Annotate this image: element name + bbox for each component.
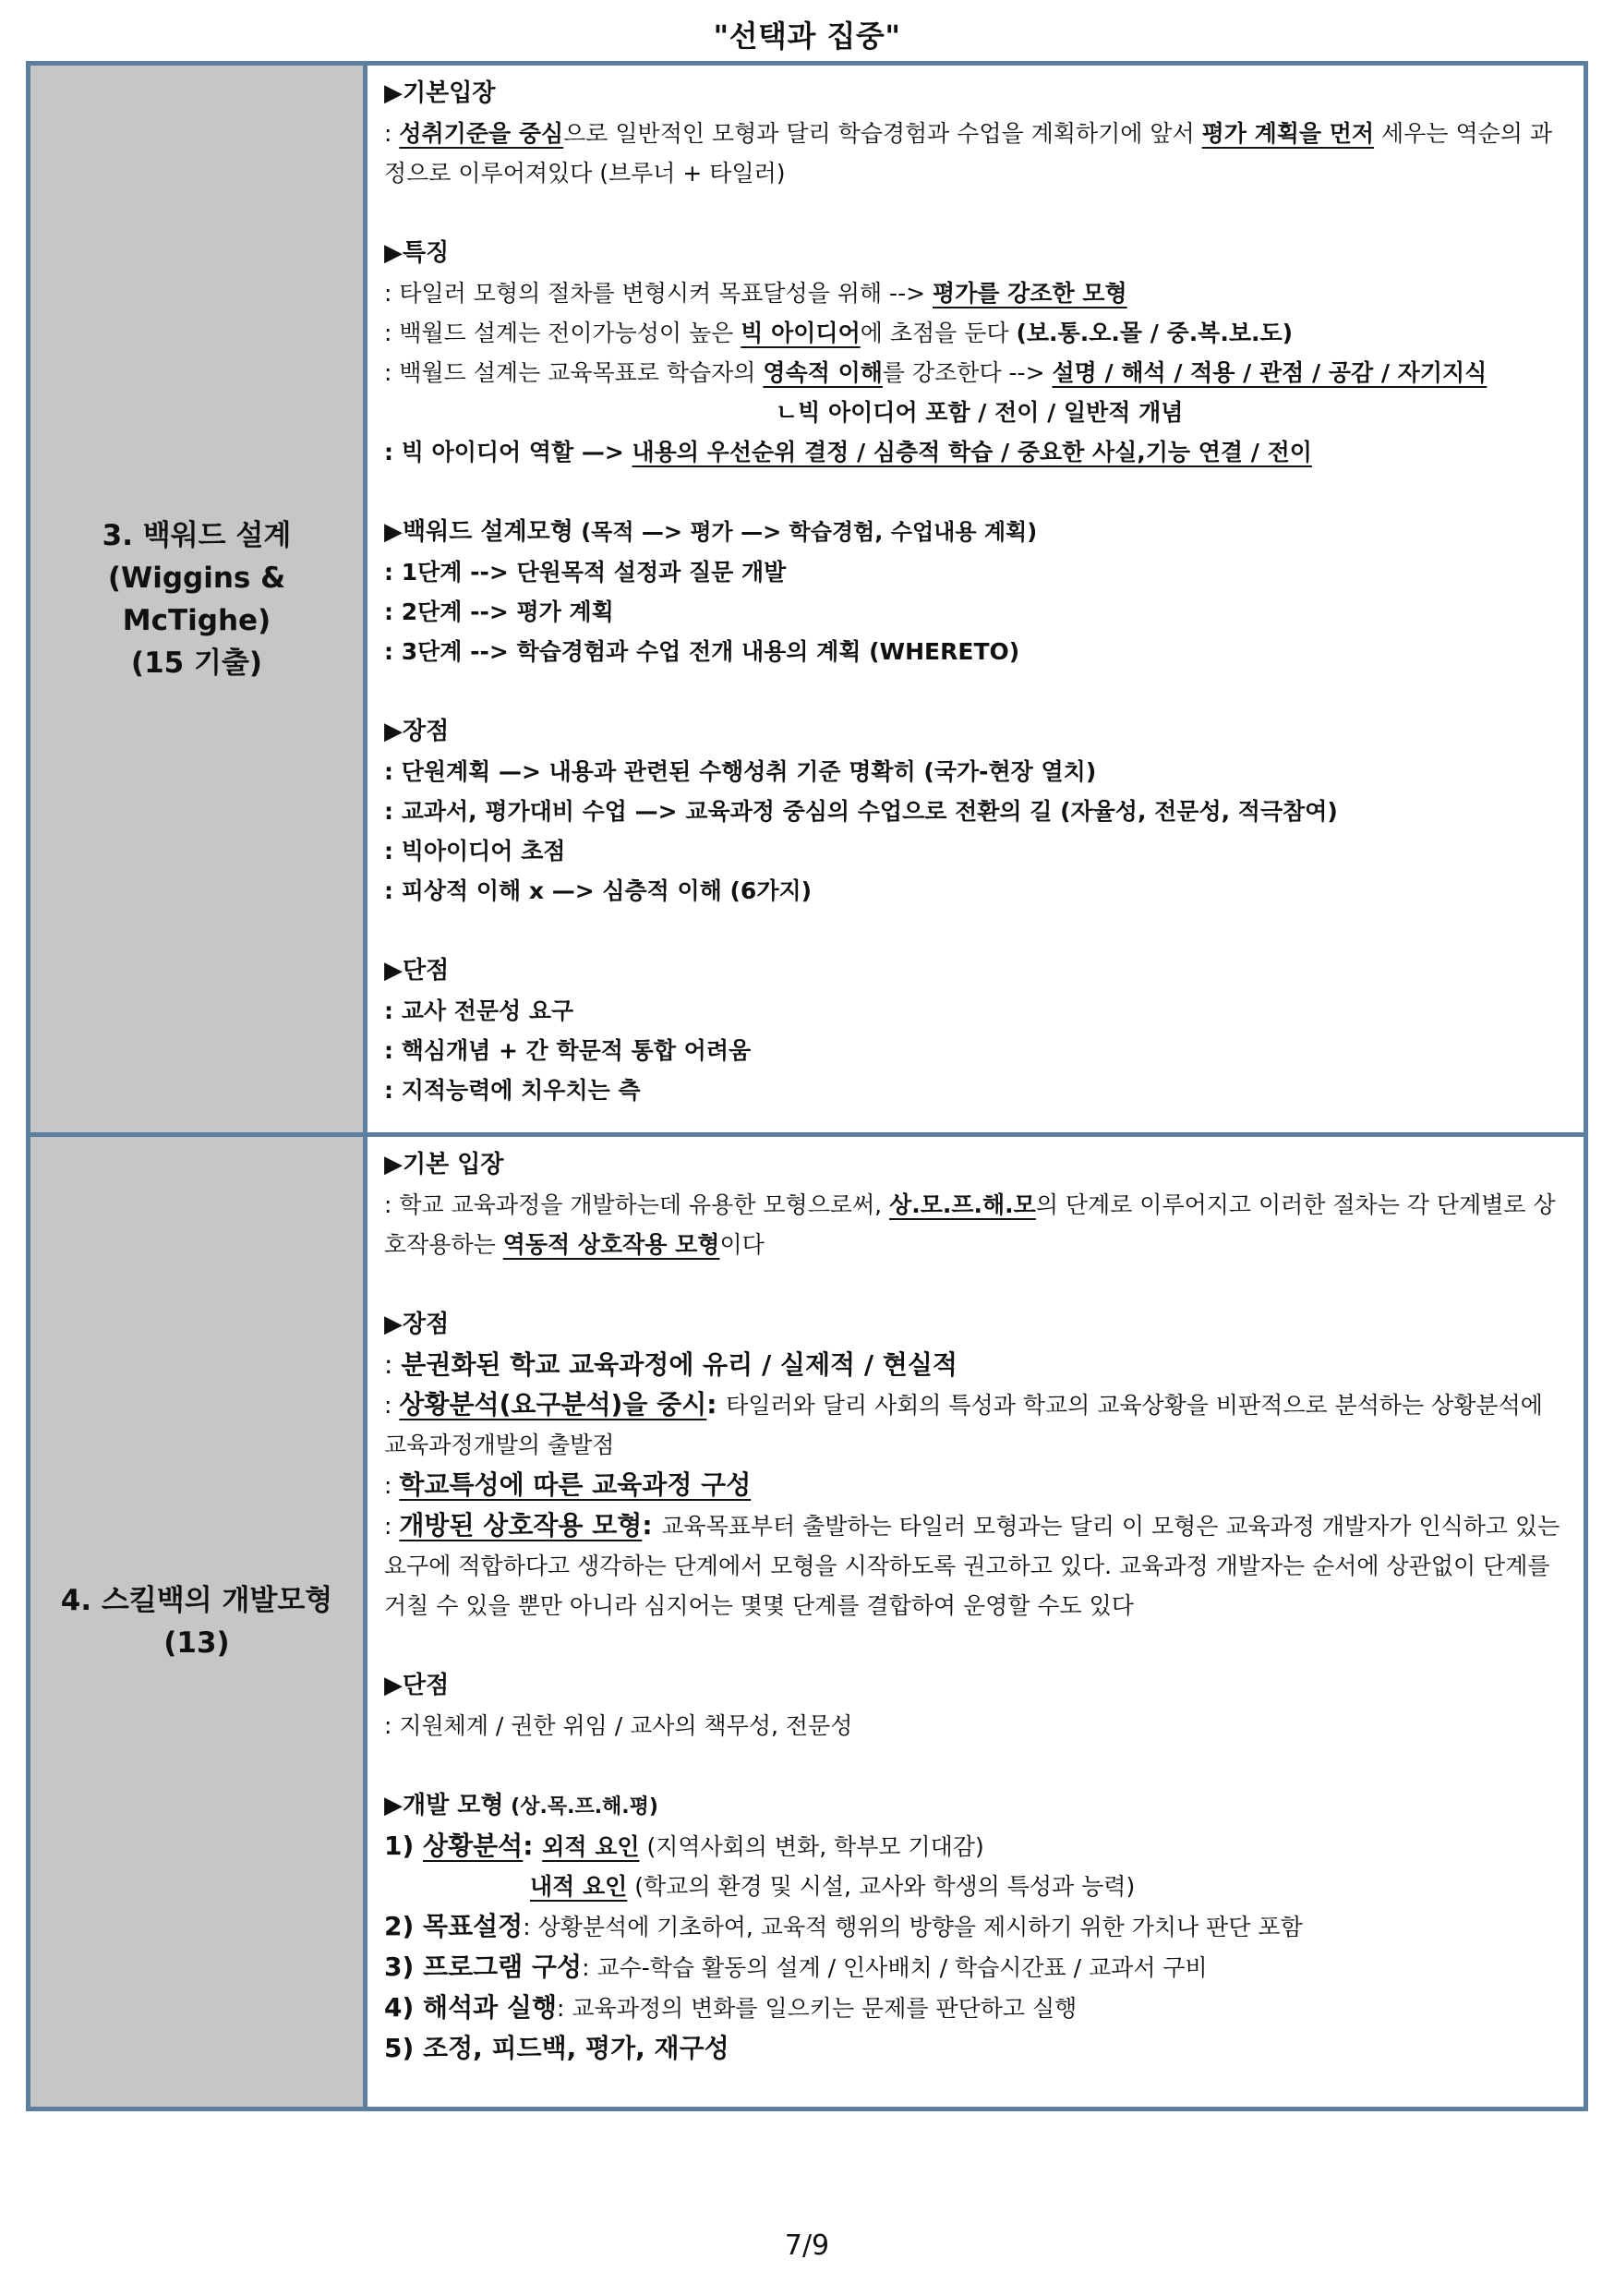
cons-heading: ▶단점: [384, 1672, 450, 1699]
feature-item: [384, 432, 1571, 472]
emphasis: 빅 아이디어: [741, 320, 861, 346]
text: 타일러와 달리 사회의 특성과 학교의 교육상황을 비판적으로 분석하는 상황분석에 교육과정개발의 출발점: [384, 1392, 1543, 1458]
basic-position-heading: ▶기본입장: [384, 79, 496, 107]
pros-item: [384, 1465, 1571, 1505]
text: :: [384, 1349, 402, 1380]
model-heading: [384, 512, 1571, 552]
emphasis: 설명 / 해석 / 적용 / 관점 / 공감 / 자기지식: [1052, 359, 1488, 386]
section-content-backward-design: [366, 64, 1586, 1135]
pros-item: : 교과서, 평가대비 수업 —> 교육과정 중심의 수업으로 전환의 길 (자율성, 전문성, 적극참여): [384, 798, 1338, 825]
section-label-line: (Wiggins & McTighe): [107, 561, 286, 637]
text: 1): [384, 1831, 424, 1861]
feature-item: [384, 353, 1571, 393]
emphasis: 해석과 실행: [423, 1992, 558, 2023]
text: 이다: [719, 1231, 765, 1258]
pros-heading: ▶장점: [384, 1311, 450, 1338]
model-step: : 3단계 --> 학습경험과 수업 전개 내용의 계획 (WHERETO): [384, 638, 1020, 665]
emphasis: 역동적 상호작용 모형: [502, 1231, 720, 1258]
basic-position-text: [384, 114, 1571, 193]
model-step: : 1단계 --> 단원목적 설정과 질문 개발: [384, 559, 787, 586]
text: :: [523, 1831, 543, 1861]
spacer: [384, 1746, 1571, 1785]
pros-item: : 빅아이디어 초점: [384, 838, 566, 864]
cons-item: : 교사 전문성 요구: [384, 997, 574, 1024]
text: :: [642, 1510, 662, 1541]
text: ▶백워드 설계모형: [384, 518, 573, 546]
feature-item: [384, 273, 1571, 313]
text: 교육목표부터 출발하는 타일러 모형과는 달리 이 모형은 교육과정 개발자가 인식하고 있는 요구에 적합하다고 생각하는 단계에서 모형을 시작하도록 권고하고 있다. 교육과정 개발자는 순서에 상관없이 단계를 거칠 수 있을 뿐만 아니라 심지어는 몇몇 단계를 결합하여 운영할 수도 있다: [384, 1513, 1560, 1619]
emphasis: 학교특성에 따른 교육과정 구성: [399, 1469, 752, 1500]
dev-step: [384, 1988, 1571, 2028]
feature-subitem: ㄴ빅 아이디어 포함 / 전이 / 일반적 개념: [776, 399, 1184, 426]
text: 2): [384, 1911, 424, 1941]
feature-item: [384, 313, 1571, 353]
spacer: [384, 193, 1571, 233]
text: 으로 일반적인 모형과 달리 학습경험과 수업을 계획하기에 앞서: [563, 120, 1202, 147]
emphasis: 상황분석: [423, 1831, 524, 1861]
spacer: [384, 911, 1571, 950]
text: : 백월드 설계는 전이가능성이 높은: [384, 320, 741, 346]
curriculum-table: [26, 61, 1588, 2111]
pros-item: [384, 1384, 1571, 1465]
page-number: 7/9: [784, 2230, 830, 2262]
emphasis: 프로그램 구성: [423, 1952, 583, 1982]
emphasis: 외적 요인: [542, 1833, 640, 1860]
section-label-line: 4. 스킬백의 개발모형: [60, 1584, 333, 1617]
text: 에 초점을 둔다: [860, 320, 1017, 346]
emphasis: 상황분석(요구분석)을 중시: [399, 1389, 707, 1420]
model-step: : 2단계 --> 평가 계획: [384, 598, 614, 625]
emphasis: 분권화된 학교 교육과정에 유리 / 실제적 / 현실적: [401, 1349, 958, 1380]
text: : 교육과정의 변화를 일으키는 문제를 판단하고 실행: [557, 1995, 1078, 2022]
text: 4): [384, 1992, 424, 2023]
pros-item: [384, 1505, 1571, 1625]
text: :: [706, 1389, 727, 1420]
dev-substep: [384, 1867, 1571, 1906]
spacer: [384, 1625, 1571, 1665]
spacer: [384, 472, 1571, 512]
table-row: [29, 64, 1586, 1135]
emphasis: 평가를 강조한 모형: [933, 280, 1127, 307]
text: (목적 —> 평가 —> 학습경험, 수업내용 계획): [572, 519, 1038, 545]
emphasis: 평가 계획을 먼저: [1201, 120, 1375, 147]
text: : 학교 교육과정을 개발하는데 유용한 모형으로써,: [384, 1191, 890, 1218]
table-row: [29, 1135, 1586, 2109]
spacer: [384, 671, 1571, 711]
section-label-line: 3. 백워드 설계: [102, 518, 292, 552]
text: 세우는 역순의 과정으로 이루어져있다 (브루너 + 타일러): [384, 120, 1552, 187]
emphasis: 영속적 이해: [763, 359, 883, 386]
text: (학교의 환경 및 시설, 교사와 학생의 특성과 능력): [627, 1873, 1136, 1900]
emphasis: 목표설정: [423, 1911, 524, 1941]
text: : 타일러 모형의 절차를 변형시켜 목표달성을 위해 -->: [384, 280, 933, 307]
cons-item: : 핵심개념 + 간 학문적 통합 어려움: [384, 1037, 752, 1064]
cons-item: : 지적능력에 치우치는 측: [384, 1077, 641, 1104]
basic-position-heading: ▶기본 입장: [384, 1151, 504, 1178]
text: :: [384, 1392, 400, 1419]
section-label-line: (15 기출): [130, 646, 263, 680]
emphasis: 성취기준을 중심: [399, 120, 564, 147]
pros-heading: ▶장점: [384, 718, 450, 745]
section-label-skilbeck-model: [29, 1135, 366, 2109]
section-content-skilbeck-model: [366, 1135, 1586, 2109]
text: (상.목.프.해.평): [503, 1795, 658, 1819]
text: ▶개발 모형: [384, 1792, 504, 1819]
text: : 백월드 설계는 교육목표로 학습자의: [384, 359, 764, 386]
features-heading: ▶특징: [384, 239, 450, 267]
text: : 교수-학습 활동의 설계 / 인사배치 / 학습시간표 / 교과서 구비: [582, 1954, 1208, 1981]
emphasis: 내적 요인: [530, 1873, 628, 1900]
text: :: [384, 1472, 400, 1499]
emphasis: (보.통.오.몰 / 중.복.보.도): [1016, 320, 1294, 346]
pros-item: [384, 1345, 1571, 1384]
dev-step: [384, 1906, 1571, 1947]
dev-model-heading: [384, 1785, 1571, 1826]
text: 를 강조한다 -->: [882, 359, 1053, 386]
text: : 상황분석에 기초하여, 교육적 행위의 방향을 제시하기 위한 가치나 판단 포함: [523, 1914, 1303, 1940]
text: : 빅 아이디어 역할 —>: [384, 439, 632, 465]
basic-position-text: [384, 1185, 1571, 1264]
dev-step: [384, 1826, 1571, 1867]
emphasis: 개방된 상호작용 모형: [399, 1510, 643, 1541]
emphasis: 내용의 우선순위 결정 / 심층적 학습 / 중요한 사실,기능 연결 / 전이: [632, 439, 1312, 465]
text: 3): [384, 1952, 424, 1982]
text: :: [384, 1513, 400, 1540]
cons-heading: ▶단점: [384, 957, 450, 985]
text: (지역사회의 변화, 학부모 기대감): [639, 1833, 984, 1860]
cons-item: : 지원체계 / 권한 위임 / 교사의 책무성, 전문성: [384, 1712, 853, 1739]
emphasis: 상.모.프.해.모: [889, 1191, 1036, 1218]
pros-item: : 단원계획 —> 내용과 관련된 수행성취 기준 명확히 (국가-현장 열치): [384, 758, 1097, 785]
section-label-line: (13): [163, 1626, 230, 1660]
spacer: [384, 1264, 1571, 1304]
pros-item: : 피상적 이해 x —> 심층적 이해 (6가지): [384, 877, 813, 904]
dev-step: [384, 1947, 1571, 1988]
page-title: "선택과 집중": [713, 18, 901, 54]
text: :: [384, 120, 400, 147]
section-label-backward-design: [29, 64, 366, 1135]
text: 의 단계로 이루어지고 이러한 절차는 각 단계별로 상호작용하는: [384, 1191, 1556, 1258]
dev-step: 5) 조정, 피드백, 평가, 재구성: [384, 2033, 729, 2063]
